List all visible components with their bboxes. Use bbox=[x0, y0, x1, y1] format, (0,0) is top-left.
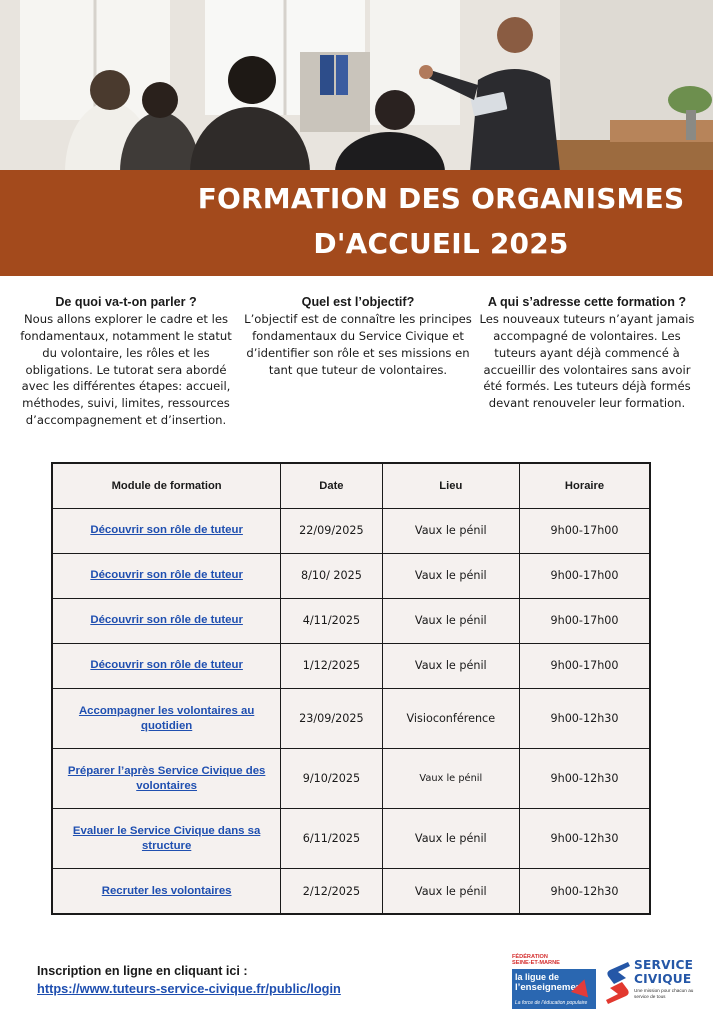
title-band bbox=[0, 170, 713, 276]
ligue-logo-box bbox=[512, 969, 596, 1009]
column-heading: De quoi va-t-on parler ? bbox=[55, 295, 197, 309]
info-column-audience bbox=[474, 294, 700, 412]
cell-horaire: 9h00-12h30 bbox=[520, 809, 650, 869]
module-link[interactable]: Evaluer le Service Civique dans sa structure bbox=[72, 824, 261, 852]
cell-horaire: 9h00-17h00 bbox=[520, 508, 650, 553]
signup-block bbox=[37, 963, 341, 997]
signup-label: Inscription en ligne en cliquant ici : bbox=[37, 964, 248, 978]
cell-lieu: Vaux le pénil bbox=[382, 508, 519, 553]
cell-lieu: Vaux le pénil bbox=[382, 643, 519, 688]
title-line-2: D'ACCUEIL 2025 bbox=[313, 227, 569, 260]
service-civique-mark-icon bbox=[604, 960, 632, 1006]
header-module: Module de formation bbox=[52, 463, 281, 508]
module-link[interactable]: Préparer l’après Service Civique des volontaires bbox=[67, 764, 266, 792]
module-link[interactable]: Découvrir son rôle de tuteur bbox=[90, 524, 243, 537]
cell-date: 4/11/2025 bbox=[281, 598, 382, 643]
table-row bbox=[52, 643, 650, 688]
cell-horaire: 9h00-12h30 bbox=[520, 749, 650, 809]
title-line-1: FORMATION DES ORGANISMES bbox=[197, 182, 685, 215]
cell-horaire: 9h00-17h00 bbox=[520, 598, 650, 643]
sc-tagline: Une mission pour chacun au service de tous bbox=[634, 988, 694, 999]
table-row bbox=[52, 688, 650, 748]
cell-horaire: 9h00-17h00 bbox=[520, 643, 650, 688]
info-column-topics bbox=[12, 294, 240, 429]
header-horaire: Horaire bbox=[520, 463, 650, 508]
column-heading: A qui s’adresse cette formation ? bbox=[487, 295, 687, 309]
cell-lieu: Vaux le pénil bbox=[382, 869, 519, 914]
table-row bbox=[52, 553, 650, 598]
ligue-flag-icon bbox=[571, 976, 593, 997]
column-text: Nous allons explorer le cadre et les fondamentaux, notamment le statut du volontaire, les rôles et les obligations. Le tutorat sera abordé avec les différentes étapes: accueil, méthodes, suivi, limites, ressources d’accompagnement et d’insertion. bbox=[20, 311, 232, 428]
table-row bbox=[52, 598, 650, 643]
module-link[interactable]: Découvrir son rôle de tuteur bbox=[90, 659, 243, 672]
sc-word-service: SERVICE bbox=[634, 958, 694, 972]
training-room-illustration bbox=[0, 0, 713, 172]
service-civique-logo bbox=[604, 958, 700, 1008]
cell-lieu: Vaux le pénil bbox=[382, 749, 519, 809]
sc-word-civique: CIVIQUE bbox=[634, 972, 692, 986]
cell-date: 9/10/2025 bbox=[281, 749, 382, 809]
cell-lieu: Vaux le pénil bbox=[382, 809, 519, 869]
ligue-federation-text: FÉDÉRATION bbox=[512, 954, 548, 960]
cell-horaire: 9h00-17h00 bbox=[520, 553, 650, 598]
header-lieu: Lieu bbox=[382, 463, 519, 508]
column-heading: Quel est l’objectif? bbox=[301, 295, 415, 309]
page-title bbox=[181, 176, 701, 266]
cell-lieu: Visioconférence bbox=[382, 688, 519, 748]
table-row bbox=[52, 749, 650, 809]
ligue-name-line2: l’enseignement bbox=[515, 981, 585, 993]
cell-date: 1/12/2025 bbox=[281, 643, 382, 688]
cell-horaire: 9h00-12h30 bbox=[520, 869, 650, 914]
table-row bbox=[52, 869, 650, 914]
ligue-department-text: SEINE-ET-MARNE bbox=[512, 960, 560, 967]
cell-date: 22/09/2025 bbox=[281, 508, 382, 553]
column-text: L’objectif est de connaître les principes fondamentaux du Service Civique et d’identifier son rôle et ses missions en tant que tuteur de volontaires. bbox=[244, 311, 472, 377]
hero-photo bbox=[0, 0, 713, 172]
ligue-tagline: La force de l’éducation populaire bbox=[515, 999, 588, 1006]
cell-date: 2/12/2025 bbox=[281, 869, 382, 914]
cell-date: 23/09/2025 bbox=[281, 688, 382, 748]
module-link[interactable]: Recruter les volontaires bbox=[101, 884, 232, 897]
cell-lieu: Vaux le pénil bbox=[382, 553, 519, 598]
cell-lieu: Vaux le pénil bbox=[382, 598, 519, 643]
info-column-objective bbox=[244, 294, 472, 378]
table-row bbox=[52, 508, 650, 553]
signup-link[interactable]: https://www.tuteurs-service-civique.fr/public/login bbox=[37, 981, 341, 996]
module-link[interactable]: Découvrir son rôle de tuteur bbox=[90, 569, 243, 582]
ligue-enseignement-logo bbox=[512, 954, 598, 1010]
ligue-name-line1: la ligue de bbox=[515, 971, 560, 982]
table-header-row bbox=[52, 463, 650, 508]
header-date: Date bbox=[281, 463, 382, 508]
module-link[interactable]: Découvrir son rôle de tuteur bbox=[90, 614, 243, 627]
module-link[interactable]: Accompagner les volontaires au quotidien bbox=[78, 704, 255, 732]
cell-date: 6/11/2025 bbox=[281, 809, 382, 869]
cell-horaire: 9h00-12h30 bbox=[520, 688, 650, 748]
column-text: Les nouveaux tuteurs n’ayant jamais accompagné de volontaires. Les tuteurs ayant déjà commencé à accueillir des volontaires sans avoir été formés. Les tuteurs déjà formés devant renouveler leur formation. bbox=[479, 311, 695, 411]
schedule-table bbox=[51, 462, 651, 915]
table-row bbox=[52, 809, 650, 869]
cell-date: 8/10/ 2025 bbox=[281, 553, 382, 598]
